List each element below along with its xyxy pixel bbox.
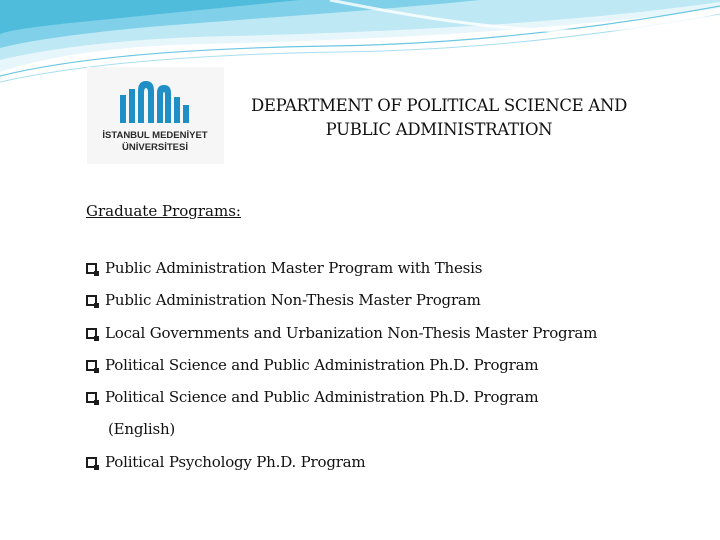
page-title-line2: PUBLIC ADMINISTRATION	[325, 120, 553, 139]
list-item	[86, 381, 597, 413]
list-item-continuation	[86, 413, 597, 445]
logo-text-line1: İSTANBUL MEDENİYET	[102, 130, 208, 141]
program-label: Public Administration Master Program with Thesis	[105, 259, 483, 277]
list-item	[86, 284, 597, 316]
list-item	[86, 317, 597, 349]
logo-text-line2: ÜNİVERSİTESİ	[122, 142, 188, 153]
program-label: Political Science and Public Administration Ph.D. Program	[105, 355, 539, 374]
program-list	[86, 252, 597, 478]
checkbox-square-icon	[86, 360, 97, 371]
checkbox-square-icon	[86, 263, 97, 274]
program-label-continuation: (English)	[108, 420, 176, 439]
checkbox-square-icon	[86, 295, 97, 306]
section-heading: Graduate Programs:	[86, 202, 241, 220]
university-logo	[87, 67, 224, 164]
list-item	[86, 252, 597, 284]
list-item	[86, 349, 597, 381]
university-logo-icon	[87, 67, 224, 164]
checkbox-square-icon	[86, 328, 97, 339]
program-label: Political Science and Public Administration Ph.D. Program	[105, 388, 539, 407]
page-title	[224, 94, 654, 142]
program-label: Political Psychology Ph.D. Program	[105, 452, 366, 471]
checkbox-square-icon	[86, 457, 97, 468]
program-label: Local Governments and Urbanization Non-Thesis Master Program	[105, 323, 598, 342]
page-title-line1: DEPARTMENT OF POLITICAL SCIENCE AND	[250, 96, 628, 115]
checkbox-square-icon	[86, 392, 97, 403]
program-label: Public Administration Non-Thesis Master Program	[105, 291, 481, 310]
list-item	[86, 446, 597, 478]
